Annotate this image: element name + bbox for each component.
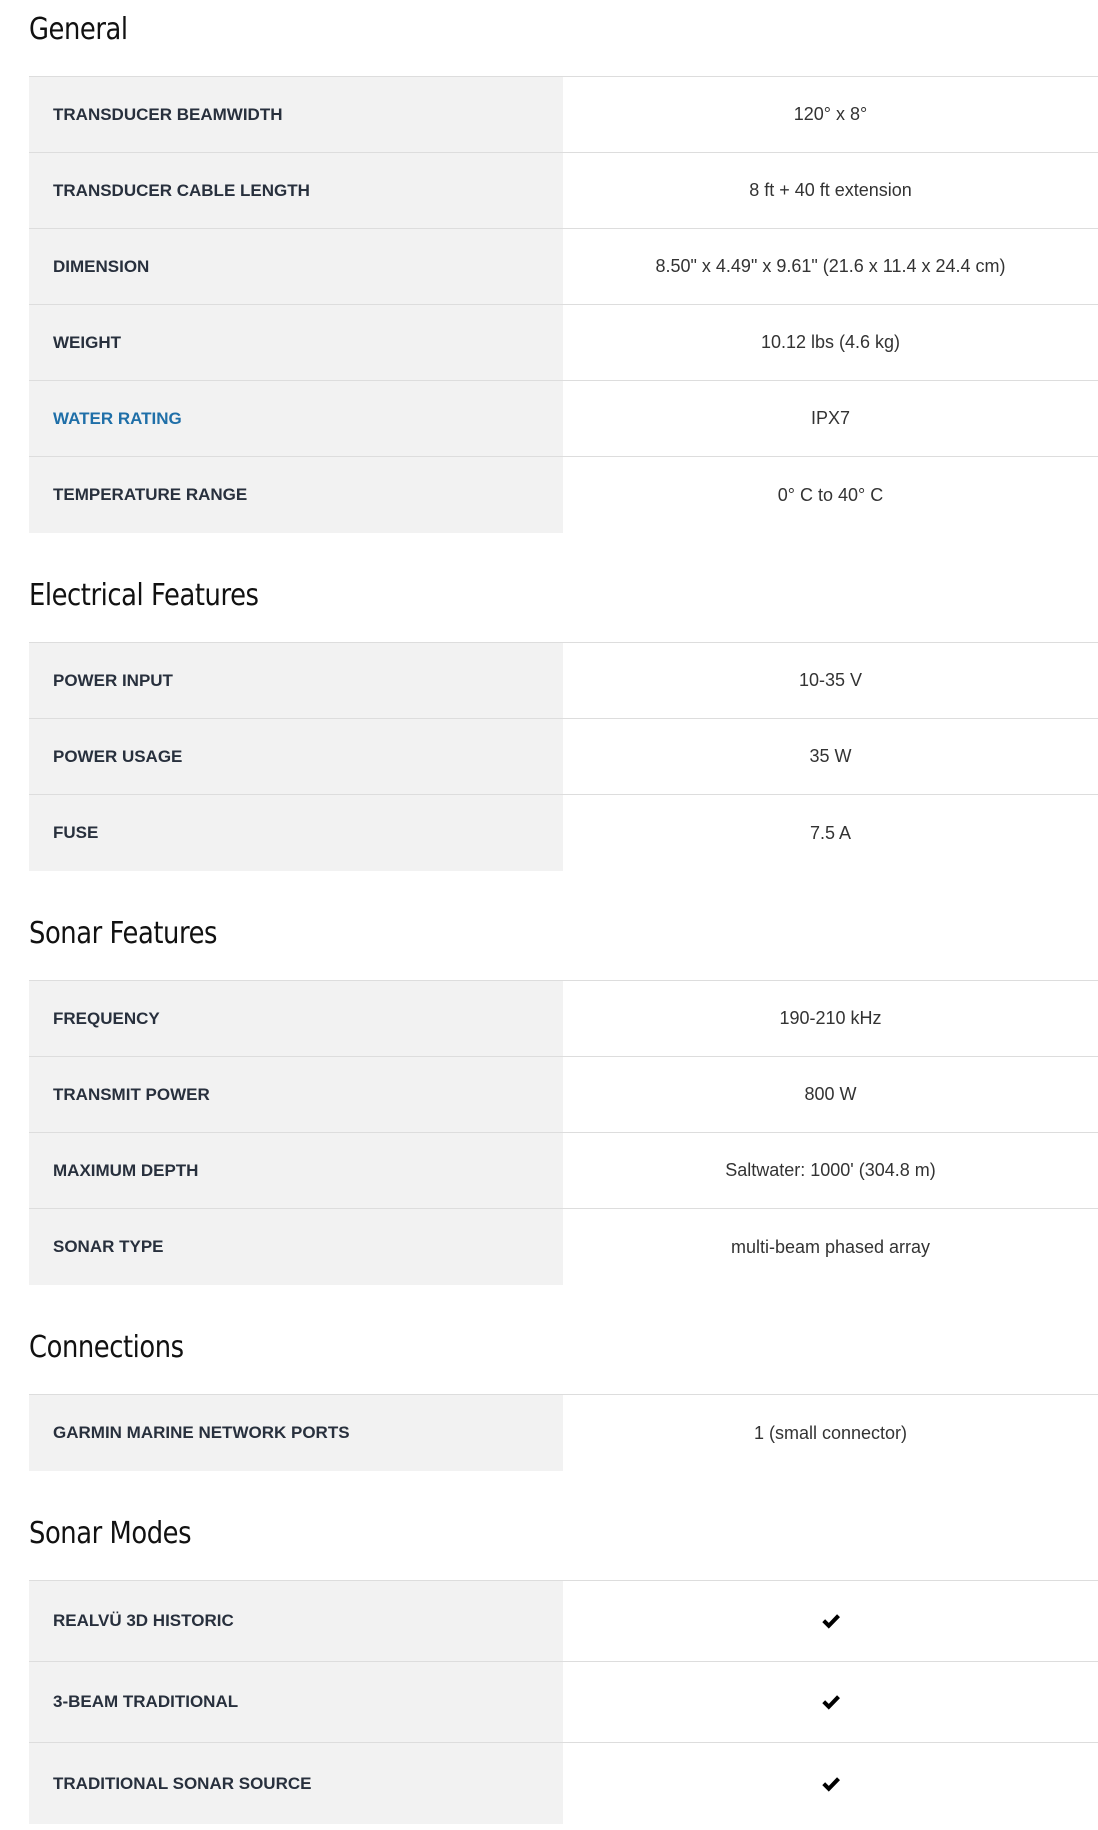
spec-label: SONAR TYPE	[29, 1209, 563, 1285]
spec-label: TRADITIONAL SONAR SOURCE	[29, 1743, 563, 1824]
spec-row	[29, 457, 1098, 533]
spec-row	[29, 1057, 1098, 1133]
spec-row	[29, 719, 1098, 795]
spec-label: POWER USAGE	[29, 719, 563, 794]
spec-row	[29, 381, 1098, 457]
spec-row	[29, 305, 1098, 381]
section-title-general: General	[29, 12, 128, 47]
spec-row	[29, 229, 1098, 305]
spec-row	[29, 795, 1098, 871]
spec-row	[29, 1662, 1098, 1743]
checkmark-icon	[820, 1773, 842, 1795]
spec-row	[29, 981, 1098, 1057]
spec-value: 190-210 kHz	[779, 1008, 882, 1028]
spec-row	[29, 153, 1098, 229]
spec-label: TRANSDUCER BEAMWIDTH	[29, 77, 563, 152]
spec-row	[29, 1395, 1098, 1471]
spec-label: DIMENSION	[29, 229, 563, 304]
spec-label: MAXIMUM DEPTH	[29, 1133, 563, 1208]
spec-value	[563, 1662, 1098, 1742]
spec-label: TEMPERATURE RANGE	[29, 457, 563, 533]
section-title-electrical-features: Electrical Features	[29, 578, 259, 613]
spec-value: 8.50" x 4.49" x 9.61" (21.6 x 11.4 x 24.4 cm)	[655, 256, 1006, 276]
spec-label: REALVÜ 3D HISTORIC	[29, 1581, 563, 1661]
spec-value: multi-beam phased array	[730, 1236, 931, 1257]
spec-label: POWER INPUT	[29, 643, 563, 718]
spec-label: TRANSMIT POWER	[29, 1057, 563, 1132]
spec-row	[29, 77, 1098, 153]
checkmark-icon	[820, 1691, 842, 1713]
spec-table-connections	[29, 1394, 1098, 1471]
spec-value: 35 W	[809, 746, 852, 766]
spec-label: FUSE	[29, 795, 563, 871]
spec-row	[29, 1209, 1098, 1285]
spec-value: 10.12 lbs (4.6 kg)	[760, 332, 901, 352]
section-title-connections: Connections	[29, 1330, 184, 1365]
spec-value: 8 ft + 40 ft extension	[749, 180, 912, 200]
spec-value: 10-35 V	[798, 670, 863, 690]
spec-value: Saltwater: 1000' (304.8 m)	[725, 1160, 936, 1180]
spec-value: 800 W	[804, 1084, 857, 1104]
water-rating-link[interactable]: WATER RATING	[29, 381, 563, 456]
spec-row	[29, 1743, 1098, 1824]
spec-value: 0° C to 40° C	[777, 484, 884, 505]
spec-row	[29, 1133, 1098, 1209]
spec-row	[29, 643, 1098, 719]
spec-value	[563, 1581, 1098, 1661]
section-title-sonar-modes: Sonar Modes	[29, 1516, 192, 1551]
spec-label: TRANSDUCER CABLE LENGTH	[29, 153, 563, 228]
spec-table-electrical-features	[29, 642, 1098, 871]
spec-value: IPX7	[810, 408, 851, 428]
checkmark-icon	[820, 1610, 842, 1632]
spec-row	[29, 1581, 1098, 1662]
spec-label: FREQUENCY	[29, 981, 563, 1056]
spec-label: GARMIN MARINE NETWORK PORTS	[29, 1395, 563, 1471]
spec-value: 120° x 8°	[793, 104, 868, 124]
spec-value: 1 (small connector)	[753, 1422, 908, 1443]
spec-table-sonar-features	[29, 980, 1098, 1285]
spec-value: 7.5 A	[809, 822, 852, 843]
spec-table-sonar-modes	[29, 1580, 1098, 1824]
section-title-sonar-features: Sonar Features	[29, 916, 218, 951]
spec-table-general	[29, 76, 1098, 533]
spec-label: 3-BEAM TRADITIONAL	[29, 1662, 563, 1742]
spec-value	[563, 1743, 1098, 1824]
spec-label: WEIGHT	[29, 305, 563, 380]
